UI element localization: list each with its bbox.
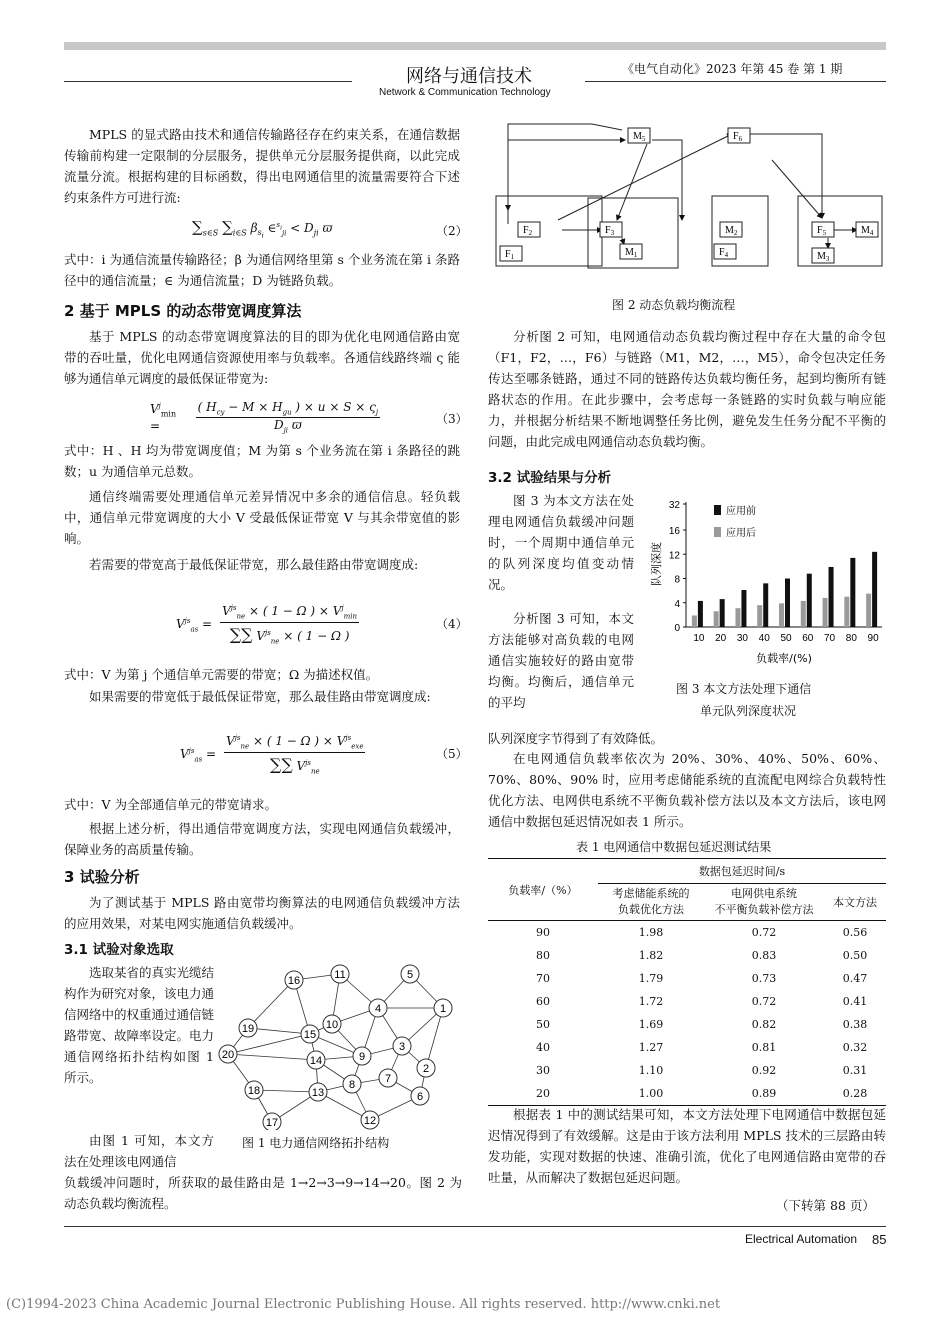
- table-row: [488, 921, 886, 945]
- table-cell: 0.32: [842, 1041, 868, 1054]
- flow-node: [628, 128, 650, 143]
- equation-number: （5）: [436, 747, 468, 761]
- bar-before: [872, 552, 877, 627]
- topology-node-label: 9: [358, 1051, 366, 1063]
- topology-node-label: 11: [334, 969, 346, 981]
- topology-node-label: 16: [287, 975, 301, 987]
- topology-node-label: 20: [221, 1049, 235, 1061]
- table-header: 负载率/（%）: [488, 859, 598, 921]
- flow-node: [600, 222, 622, 237]
- topology-node: [379, 1069, 397, 1087]
- bar-after: [866, 594, 871, 627]
- y-tick-label: 32: [668, 500, 680, 511]
- y-axis-label: 队列深度: [650, 542, 663, 586]
- topology-node-label: 7: [384, 1073, 392, 1085]
- subsection-heading: 3.2 试验结果与分析: [488, 470, 612, 486]
- table-title: 表 1 电网通信中数据包延迟测试结果: [576, 840, 772, 854]
- flow-node-label: $M_2$: [725, 225, 738, 237]
- topology-node: [301, 1025, 319, 1043]
- topology-node-label: 3: [398, 1041, 406, 1053]
- table-cell: 20: [536, 1087, 550, 1100]
- paragraph: 选取某省的真实光缆结构作为研究对象，该电力通信网络中的权重通过通信链路带宽、故障率设定。电力通信网络拓扑结构如图 1 所示。: [64, 965, 215, 1085]
- flow-node-label: $M_1$: [625, 247, 638, 259]
- bar-after: [823, 598, 828, 627]
- table-header: 电网供电系统 不平衡负载补偿方法: [714, 887, 814, 916]
- topology-node-label: 8: [348, 1079, 356, 1091]
- continued-note: （下转第 88 页）: [776, 1198, 875, 1213]
- topology-node: [239, 1019, 257, 1037]
- paragraph: 式中：V 为第 j 个通信单元需要的带宽；Ω 为描述权值。: [64, 667, 379, 682]
- footer-rule: [64, 1226, 886, 1227]
- bar-before: [785, 579, 790, 628]
- paragraph: 分析图 2 可知，电网通信动态负载均衡过程中存在大量的命令包（F1，F2，…，F6）与链路（M1，M2，…，M5），命令包决定任务传达至哪条链路，通过不同的链路传达负载均衡任务，起到均衡所有链路状态的作用。在此步骤中，会考虑每一条链路的实时负载与响应能力，并根据分析结果不断地调整任务比例，避免发生任务分配不平衡的问题，由此完成电网通信动态负载均衡。: [488, 329, 886, 449]
- topology-node: [245, 1081, 263, 1099]
- table-cell: 0.31: [842, 1064, 868, 1077]
- topology-node: [331, 965, 349, 983]
- journal-info: 《电气自动化》2023 年第 45 卷 第 1 期: [622, 62, 843, 76]
- bar-after: [692, 615, 697, 627]
- flow-node: [728, 128, 750, 143]
- equation-4: $V^{js}_{as}$ = $V^{js}_{ne}$ × ( 1 − Ω ) × $V^j_{min}$ ∑∑ $V^{js}_{ne}$ × ( 1 − Ω ): [176, 604, 358, 646]
- y-tick-label: 12: [668, 550, 680, 562]
- legend-swatch-before: [714, 505, 721, 515]
- equation-5: $V^{js}_{as}$ = $V^{js}_{ne}$ × ( 1 − Ω ) × $V^{js}_{exe}$ ∑∑ $V^{js}_{ne}$: [180, 734, 364, 776]
- bar-after: [757, 605, 762, 627]
- copyright-notice: (C)1994-2023 China Academic Journal Electronic Publishing House. All rights reserved. http://www.cnki.net: [6, 1297, 721, 1312]
- table-row: [488, 1013, 886, 1036]
- table-row: [488, 1059, 886, 1082]
- legend-swatch-after: [714, 527, 721, 537]
- table-cell: 0.92: [751, 1064, 777, 1077]
- x-tick-label: 20: [715, 633, 727, 644]
- footer-journal: Electrical Automation: [745, 1232, 858, 1246]
- equation-2: $\sum_{s\in S}$ $\sum_{i\in S}$ $\beta_{s_i}$ ∈$^{s_i}_{ji}$ < $D_{ji}$ ϖ: [192, 218, 333, 240]
- bar-before: [763, 583, 768, 627]
- flow-node: [720, 222, 742, 237]
- header-bar: [64, 42, 886, 50]
- queue-depth-chart: [642, 492, 886, 667]
- bar-before: [807, 574, 812, 627]
- topology-node-label: 6: [416, 1091, 424, 1103]
- flow-node-label: $F_5$: [817, 225, 827, 237]
- section-title: 网络与通信技术: [406, 66, 532, 87]
- topology-node-label: 2: [422, 1063, 430, 1075]
- paragraph: 式中：H 、H 均为带宽调度值；M 为第 s 个业务流在第 i 条路径的跳数；u 为通信单元总数。: [64, 443, 460, 479]
- network-topology-figure: [212, 960, 474, 1130]
- table-cell: 0.73: [751, 972, 777, 985]
- legend-label-after: 应用后: [726, 528, 756, 539]
- table-cell: 1.27: [638, 1041, 664, 1054]
- paragraph: 若需要的带宽高于最低保证带宽，那么最佳路由带宽调度成:: [89, 557, 419, 572]
- topology-node-label: 15: [303, 1029, 317, 1041]
- y-tick-label: 0: [674, 623, 680, 634]
- topology-node: [323, 1015, 341, 1033]
- y-tick-label: 16: [668, 526, 680, 537]
- y-tick-label: 8: [674, 574, 680, 586]
- y-tick-label: 4: [674, 598, 680, 610]
- topology-node: [401, 965, 419, 983]
- figure-caption: 图 2 动态负载均衡流程: [612, 298, 736, 312]
- page-number: 85: [872, 1232, 887, 1247]
- flow-node-label: $M_4$: [861, 225, 874, 237]
- bar-before: [850, 558, 855, 627]
- topology-link: [248, 980, 294, 1028]
- paragraph-continued: 负载缓冲问题时，所获取的最佳路由是 1→2→3→9→14→20。图 2 为动态负载均衡流程。: [64, 1175, 462, 1211]
- x-axis-label: 负载率/(%): [756, 652, 812, 665]
- flow-node: [812, 222, 834, 237]
- bar-before: [698, 601, 703, 627]
- x-tick-label: 70: [823, 633, 836, 644]
- section-heading: 2 基于 MPLS 的动态带宽调度算法: [64, 302, 302, 320]
- topology-node-label: 5: [406, 969, 414, 981]
- table-cell: 40: [536, 1041, 550, 1054]
- paragraph: 分析图 3 可知，本文方法能够对高负载的电网通信实施较好的路由宽带均衡。均衡后，通信单元的平均: [488, 611, 634, 710]
- topology-node: [353, 1047, 371, 1065]
- topology-link: [228, 1054, 316, 1060]
- table-header: 本文方法: [833, 896, 877, 909]
- table-cell: 1.79: [638, 972, 664, 985]
- paragraph: 由图 1 可知，本文方法在处理该电网通信: [64, 1133, 214, 1169]
- equation-3: $V^j_{min}$ = ( $H_{cy} - M \times H_{gu}$ ) × $u \times S \times \varsigma_j$ $D_{ji}$ ϖ: [150, 400, 378, 435]
- flow-node: [518, 222, 540, 237]
- topology-node: [417, 1059, 435, 1077]
- x-tick-label: 90: [867, 633, 879, 644]
- paragraph: 基于 MPLS 的动态带宽调度算法的目的即为优化电网通信路由宽带的吞吐量，优化电网通信资源使用率与负载率。各通信线路终端 ς 能够为通信单元调度的最低保证带宽为:: [64, 329, 460, 386]
- equation-number: （3）: [436, 412, 468, 426]
- table-cell: 0.81: [751, 1041, 777, 1054]
- table-cell: 0.38: [842, 1018, 868, 1031]
- table-cell: 0.41: [842, 995, 868, 1008]
- header-rule-left: [64, 81, 352, 82]
- figure-caption: 图 1 电力通信网络拓扑结构: [242, 1136, 390, 1150]
- paragraph: 式中：V 为全部通信单元的带宽请求。: [64, 797, 278, 812]
- bar-after: [801, 601, 806, 627]
- paragraph: 通信终端需要处理通信单元差异情况中多余的通信信息。轻负载中，通信单元带宽调度的大小 V 受最低保证带宽 V 与其余带宽值的影响。: [64, 489, 460, 546]
- flow-node-label: $M_5$: [633, 131, 646, 143]
- table-cell: 1.82: [638, 949, 664, 962]
- x-tick-label: 10: [693, 633, 705, 644]
- table-cell: 90: [536, 926, 550, 939]
- topology-node-label: 14: [309, 1055, 323, 1067]
- paragraph: 图 3 为本文方法在处理电网通信负载缓冲问题时，一个周期中通信单元的队列深度均值变动情况。: [488, 493, 634, 592]
- topology-node-label: 10: [325, 1019, 339, 1031]
- paragraph: 在电网通信负载率依次为 20%、30%、40%、50%、60%、70%、80%、90% 时，应用考虑储能系统的直流配电网综合负载特性优化方法、电网供电系统不平衡负载补偿方法以及本文方法后，该电网通信中数据包延迟情况如表 1 所示。: [488, 751, 886, 829]
- flow-node-label: $F_6$: [733, 131, 743, 143]
- equation-number: （2）: [436, 224, 468, 238]
- bar-before: [720, 599, 725, 627]
- flow-node-label: $M_3$: [817, 251, 830, 263]
- topology-node: [219, 1045, 237, 1063]
- flow-node-label: $F_2$: [523, 225, 533, 237]
- paragraph: 式中：i 为通信流量传输路径；β 为通信网络里第 s 个业务流在第 i 条路径中的通信流量；∈ 为通信流量；D 为链路负载。: [64, 252, 460, 288]
- topology-node: [307, 1051, 325, 1069]
- topology-node-label: 12: [363, 1115, 377, 1127]
- topology-node: [309, 1083, 327, 1101]
- figure-caption: 单元队列深度状况: [700, 704, 797, 718]
- table-row: [488, 1036, 886, 1059]
- subsection-heading: 3.1 试验对象选取: [64, 942, 174, 958]
- table-row: [488, 967, 886, 990]
- topology-node: [411, 1087, 429, 1105]
- flow-node-label: $F_1$: [505, 249, 515, 261]
- flow-node: [714, 244, 736, 259]
- flow-node: [620, 244, 642, 259]
- table-cell: 1.98: [638, 926, 664, 939]
- paragraph: 为了测试基于 MPLS 路由宽带均衡算法的电网通信负载缓冲方法的应用效果，对某电网实施通信负载缓冲。: [64, 895, 460, 931]
- bar-after: [779, 603, 784, 627]
- delay-table: [488, 858, 886, 1106]
- topology-node: [285, 971, 303, 989]
- table-cell: 0.50: [842, 949, 868, 962]
- table-cell: 0.56: [842, 926, 868, 939]
- table-cell: 30: [536, 1064, 550, 1077]
- table-cell: 0.89: [751, 1087, 777, 1100]
- topology-node-label: 17: [265, 1117, 279, 1129]
- topology-node-label: 18: [247, 1085, 261, 1097]
- paragraph: 如果需要的带宽低于最低保证带宽，那么最佳路由带宽调度成:: [89, 689, 431, 704]
- figure-caption: 图 3 本文方法处理下通信: [676, 682, 812, 696]
- topology-node: [434, 999, 452, 1017]
- section-title-en: Network & Communication Technology: [379, 87, 551, 98]
- table-cell: 80: [536, 949, 550, 962]
- header-rule-right: [585, 81, 886, 82]
- table-row: [488, 944, 886, 967]
- flow-node: [500, 246, 522, 261]
- table-cell: 0.83: [751, 949, 777, 962]
- table-header: 考虑储能系统的 负载优化方法: [612, 887, 690, 916]
- topology-node: [263, 1113, 281, 1130]
- table-cell: 0.82: [751, 1018, 777, 1031]
- topology-node-label: 4: [374, 1003, 382, 1015]
- table-cell: 70: [536, 972, 550, 985]
- table-row: [488, 1082, 886, 1106]
- topology-node: [393, 1037, 411, 1055]
- x-tick-label: 60: [802, 633, 814, 644]
- table-cell: 0.28: [842, 1087, 868, 1100]
- section-heading: 3 试验分析: [64, 868, 140, 886]
- x-tick-label: 80: [845, 633, 857, 644]
- topology-node: [361, 1111, 379, 1129]
- load-balance-flow-figure: [492, 120, 886, 290]
- table-cell: 50: [536, 1018, 550, 1031]
- flow-node: [812, 248, 834, 263]
- table-cell: 1.10: [638, 1064, 664, 1077]
- bar-before: [829, 567, 834, 627]
- paragraph: MPLS 的显式路由技术和通信传输路径存在约束关系，在通信数据传输前构建一定限制的分层服务，提供单元分层服务提供商，以此完成流量分流。根据构建的目标函数，得出电网通信里的流量需要符合下述约束条件方可进行流:: [64, 127, 460, 205]
- table-cell: 0.72: [751, 926, 777, 939]
- paragraph: 根据表 1 中的测试结果可知，本文方法处理下电网通信中数据包延迟情况得到了有效缓解。这是由于该方法利用 MPLS 技术的三层路由转发功能，实现对数据的快速、准确引流，优化了电网通信路由宽带的吞吐量，从而解决了数据包延迟问题。: [488, 1107, 886, 1185]
- bar-after: [714, 611, 719, 627]
- x-tick-label: 30: [736, 633, 749, 644]
- topology-node-label: 13: [311, 1087, 325, 1099]
- table-row: [488, 990, 886, 1013]
- bar-after: [844, 597, 849, 627]
- equation-number: （4）: [436, 617, 468, 631]
- table-cell: 1.69: [638, 1018, 664, 1031]
- table-cell: 60: [536, 995, 550, 1008]
- bar-before: [741, 590, 746, 627]
- flow-node-label: $F_3$: [605, 225, 615, 237]
- topology-node: [369, 999, 387, 1017]
- table-cell: 1.00: [638, 1087, 664, 1100]
- topology-node-label: 1: [439, 1003, 447, 1015]
- x-tick-label: 50: [780, 633, 792, 644]
- table-cell: 1.72: [638, 995, 664, 1008]
- topology-link: [228, 1034, 310, 1054]
- x-tick-label: 40: [758, 633, 770, 644]
- paragraph: 队列深度字节得到了有效降低。: [488, 731, 664, 746]
- flow-node-label: $F_4$: [719, 247, 729, 259]
- table-header-group: 数据包延迟时间/s: [598, 859, 886, 884]
- table-cell: 0.72: [751, 995, 777, 1008]
- topology-node: [343, 1075, 361, 1093]
- table-cell: 0.47: [842, 972, 868, 985]
- legend-label-before: 应用前: [726, 506, 756, 517]
- topology-node-label: 19: [241, 1023, 255, 1035]
- bar-after: [735, 608, 740, 627]
- topology-link: [254, 1090, 318, 1092]
- paragraph: 根据上述分析，得出通信带宽调度方法，实现电网通信负载缓冲，保障业务的高质量传输。: [64, 821, 460, 857]
- flow-node: [856, 222, 878, 237]
